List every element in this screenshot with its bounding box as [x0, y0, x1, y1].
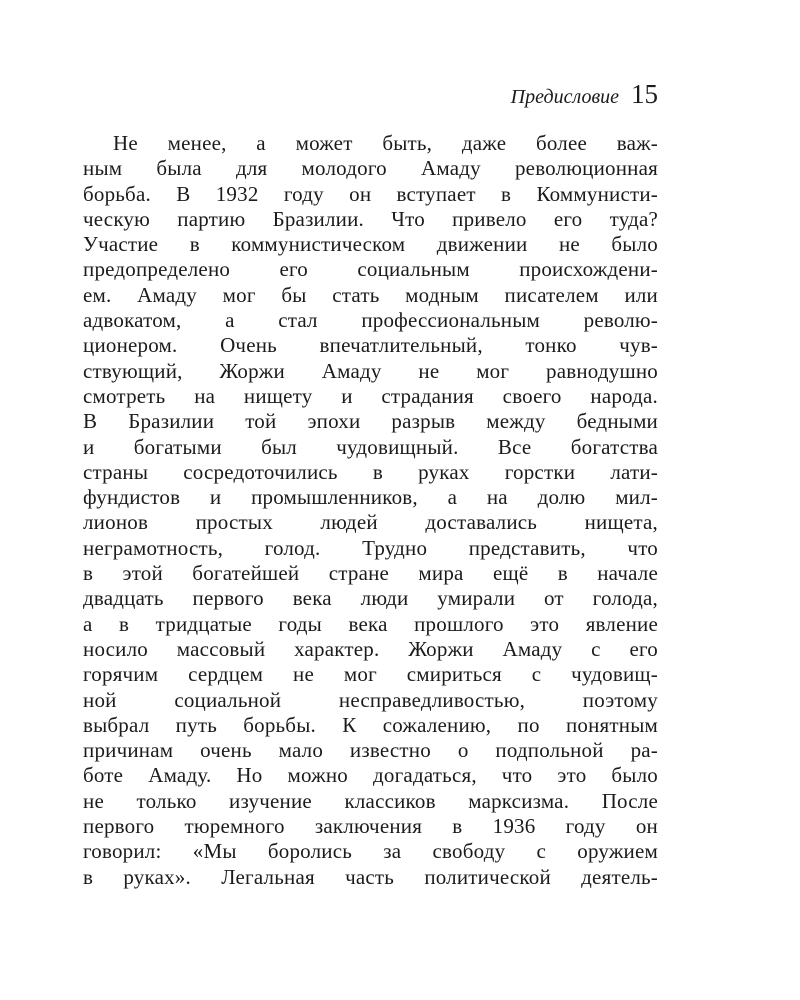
text-line: Участие в коммунистическом движении не было: [83, 232, 658, 257]
text-line: причинам очень мало известно о подпольной ра-: [83, 738, 658, 763]
text-line: страны сосредоточились в руках горстки лати-: [83, 459, 658, 484]
text-line: в этой богатейшей стране мира ещё в начале: [83, 561, 658, 586]
text-line: и богатыми был чудовищный. Все богатства: [83, 434, 658, 459]
text-line: ческую партию Бразилии. Что привело его туда?: [83, 206, 658, 231]
running-head: [83, 78, 658, 115]
text-line: носило массовый характер. Жоржи Амаду с его: [83, 636, 658, 661]
text-line: лионов простых людей доставались нищета,: [83, 510, 658, 535]
text-line: борьба. В 1932 году он вступает в Коммунисти-: [83, 181, 658, 206]
text-line: адвокатом, а стал профессиональным револю-: [83, 308, 658, 333]
paragraph: [83, 131, 658, 890]
text-line: выбрал путь борьбы. К сожалению, по понятным: [83, 712, 658, 737]
text-line: ционером. Очень впечатлительный, тонко чув-: [83, 333, 658, 358]
text-line: ным была для молодого Амаду революционная: [83, 156, 658, 181]
text-line: предопределено его социальным происхождени-: [83, 257, 658, 282]
text-line: неграмотность, голод. Трудно представить, что: [83, 535, 658, 560]
text-line: первого тюремного заключения в 1936 году он: [83, 814, 658, 839]
text-line: В Бразилии той эпохи разрыв между бедными: [83, 409, 658, 434]
text-line: а в тридцатые годы века прошлого это явление: [83, 611, 658, 636]
text-line: ем. Амаду мог бы стать модным писателем или: [83, 282, 658, 307]
section-title: Предисловие: [510, 86, 619, 108]
text-line: двадцать первого века люди умирали от голода,: [83, 586, 658, 611]
text-line: Не менее, а может быть, даже более важ-: [113, 131, 658, 155]
text-line: ствующий, Жоржи Амаду не мог равнодушно: [83, 358, 658, 383]
text-line: фундистов и промышленников, а на долю мил-: [83, 485, 658, 510]
text-line: горячим сердцем не мог смириться с чудовищ-: [83, 662, 658, 687]
text-line: смотреть на нищету и страдания своего народа.: [83, 383, 658, 408]
text-line: не только изучение классиков марксизма. После: [83, 788, 658, 813]
text-line: боте Амаду. Но можно догадаться, что это было: [83, 763, 658, 788]
text-block: [83, 78, 658, 890]
text-line: ной социальной несправедливостью, поэтому: [83, 687, 658, 712]
text-line: говорил: «Мы боролись за свободу с оружием: [83, 839, 658, 864]
text-line: в руках». Легальная часть политической деятель-: [83, 864, 658, 889]
page-number: 15: [631, 79, 658, 109]
